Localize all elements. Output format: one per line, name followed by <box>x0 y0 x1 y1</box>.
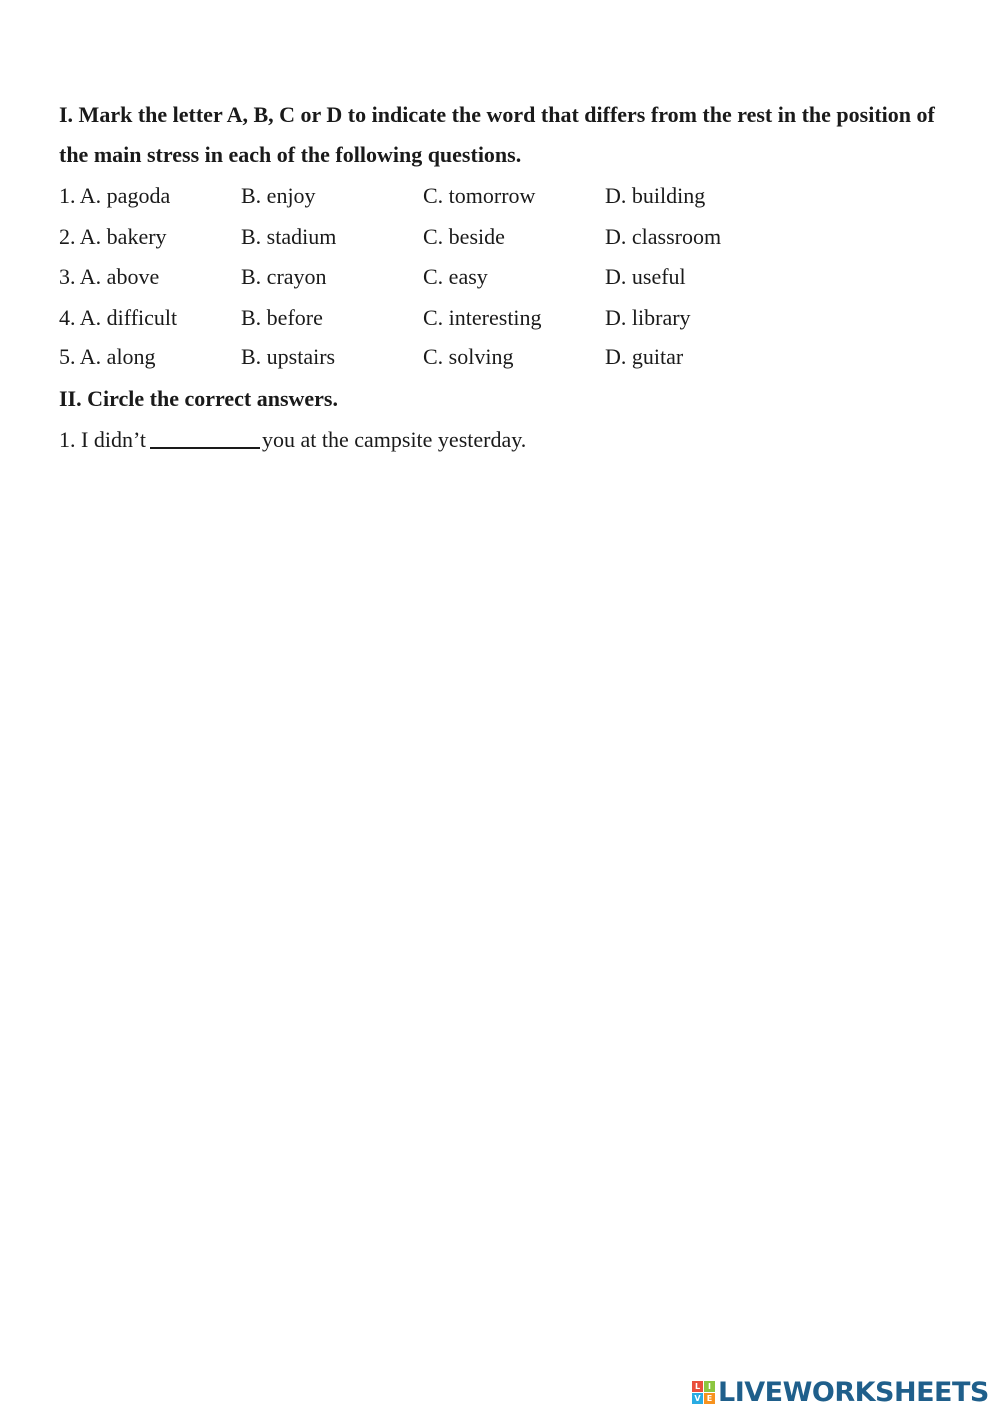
option-b[interactable]: B. enjoy <box>241 183 316 208</box>
option-c[interactable]: C. solving <box>423 344 514 369</box>
option-d[interactable]: D. useful <box>605 264 686 289</box>
logo-mark-letter: V <box>692 1393 703 1404</box>
option-c[interactable]: C. tomorrow <box>423 183 536 208</box>
option-d[interactable]: D. library <box>605 305 691 330</box>
option-b[interactable]: B. before <box>241 305 323 330</box>
logo-mark-letter: L <box>692 1381 703 1392</box>
option-c[interactable]: C. easy <box>423 264 488 289</box>
option-c[interactable]: C. beside <box>423 224 505 249</box>
option-b[interactable]: B. stadium <box>241 224 337 249</box>
logo-mark-letter: E <box>704 1393 715 1404</box>
logo-text: LIVEWORKSHEETS <box>718 1376 989 1408</box>
option-d[interactable]: D. building <box>605 183 706 208</box>
answer-blank[interactable] <box>150 425 260 449</box>
fill-in-question-1 <box>59 420 526 460</box>
logo-mark-letter: I <box>704 1381 715 1392</box>
question-prefix: 1. I didn’t <box>59 427 146 452</box>
option-c[interactable]: C. interesting <box>423 305 542 330</box>
option-a[interactable]: 2. A. bakery <box>59 224 167 249</box>
option-b[interactable]: B. upstairs <box>241 344 336 369</box>
option-a[interactable]: 3. A. above <box>59 264 160 289</box>
option-d[interactable]: D. classroom <box>605 224 722 249</box>
option-a[interactable]: 1. A. pagoda <box>59 183 171 208</box>
logo-mark-icon <box>692 1381 715 1404</box>
section-1-heading: I. Mark the letter A, B, C or D to indicate the word that differs from the rest in the position of the main stress in each of the following questions. <box>59 102 935 167</box>
option-a[interactable]: 4. A. difficult <box>59 305 178 330</box>
option-a[interactable]: 5. A. along <box>59 344 156 369</box>
section-2-heading: II. Circle the correct answers. <box>59 386 338 411</box>
option-b[interactable]: B. crayon <box>241 264 327 289</box>
option-d[interactable]: D. guitar <box>605 344 684 369</box>
liveworksheets-logo <box>692 1374 989 1410</box>
question-suffix: you at the campsite yesterday. <box>261 427 527 452</box>
